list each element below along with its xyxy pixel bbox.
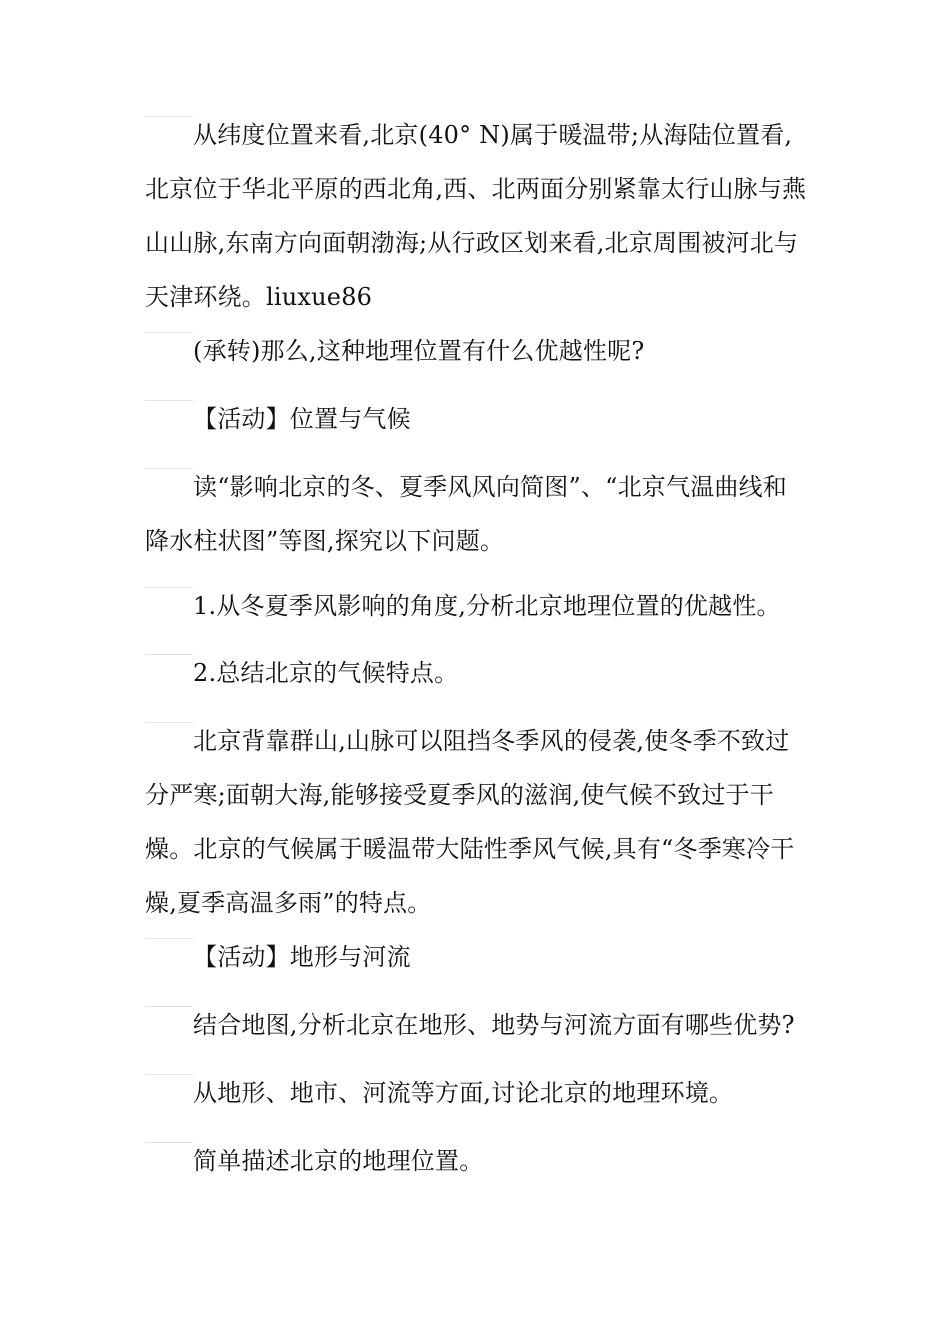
- question-item-2: 2.总结北京的气候特点。: [145, 646, 807, 700]
- heading-activity-location-climate: 【活动】位置与气候: [145, 392, 807, 446]
- heading-activity-terrain-rivers: 【活动】地形与河流: [145, 930, 807, 984]
- paragraph-transition-question: (承转)那么,这种地理位置有什么优越性呢?: [145, 324, 807, 378]
- paragraph-climate-answer: 北京背靠群山,山脉可以阻挡冬季风的侵袭,使冬季不致过分严寒;面朝大海,能够接受夏季风的滋润,使气候不致过于干燥。北京的气候属于暖温带大陆性季风气候,具有“冬季寒冷干燥,夏季高温多雨”的特点。: [145, 714, 807, 930]
- question-item-1: 1.从冬夏季风影响的角度,分析北京地理位置的优越性。: [145, 579, 807, 633]
- paragraph-location-overview: 从纬度位置来看,北京(40° N)属于暖温带;从海陆位置看,北京位于华北平原的西北角,西、北两面分别紧靠太行山脉与燕山山脉,东南方向面朝渤海;从行政区划来看,北京周围被河北与天津环绕。liuxue86: [145, 108, 807, 324]
- paragraph-describe-location: 简单描述北京的地理位置。: [145, 1134, 807, 1188]
- paragraph-read-maps: 读“影响北京的冬、夏季风风向简图”、“北京气温曲线和降水柱状图”等图,探究以下问题。: [145, 460, 807, 568]
- paragraph-terrain-question: 结合地图,分析北京在地形、地势与河流方面有哪些优势?: [145, 998, 807, 1052]
- paragraph-discussion: 从地形、地市、河流等方面,讨论北京的地理环境。: [145, 1066, 807, 1120]
